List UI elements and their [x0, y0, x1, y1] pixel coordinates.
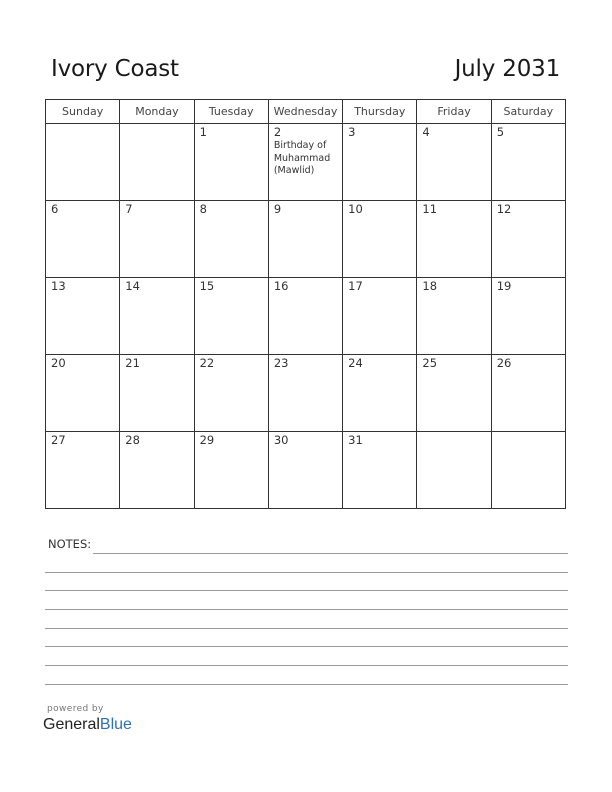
day-number: 7: [125, 202, 133, 216]
day-cell: [491, 201, 565, 278]
week-row: [46, 355, 566, 432]
notes-line: [45, 609, 568, 610]
day-number: 29: [199, 433, 215, 447]
week-row: [46, 201, 566, 278]
day-number: 18: [422, 279, 438, 293]
weekday-header: Sunday: [46, 100, 120, 124]
day-cell: [417, 432, 491, 509]
day-cell: [46, 355, 120, 432]
day-number: 3: [348, 125, 356, 139]
day-number: 27: [51, 433, 66, 447]
day-cell: [46, 201, 120, 278]
day-cell: [417, 278, 491, 355]
weekday-header: Friday: [417, 100, 491, 124]
day-cell: [120, 201, 194, 278]
day-cell: [120, 124, 194, 201]
day-number: 1: [199, 125, 207, 139]
day-number: 4: [422, 125, 430, 139]
day-number: 2: [273, 125, 282, 139]
day-cell: [194, 355, 268, 432]
weekday-header: Monday: [120, 100, 194, 124]
day-cell: [343, 355, 417, 432]
day-number: 5: [496, 125, 505, 139]
logo-text-general: General: [43, 716, 100, 733]
day-cell: [46, 432, 120, 509]
day-number: 23: [273, 356, 289, 370]
day-number: 19: [496, 279, 512, 293]
notes-line: [45, 684, 568, 685]
day-cell: [417, 355, 491, 432]
day-cell: [268, 278, 342, 355]
day-cell: [343, 278, 417, 355]
week-row: [46, 432, 566, 509]
day-number: 26: [496, 356, 512, 370]
day-cell: [46, 124, 120, 201]
notes-line: [45, 646, 568, 647]
logo-text-blue: Blue: [99, 716, 132, 733]
day-number: 16: [273, 279, 289, 293]
day-number: 12: [496, 202, 512, 216]
day-number: 22: [199, 356, 215, 370]
country-title: Ivory Coast: [51, 56, 179, 82]
day-cell: [268, 432, 342, 509]
month-year-title: July 2031: [454, 56, 560, 82]
weekday-header: Wednesday: [268, 100, 342, 124]
holiday-event: Birthday of Muhammad (Mawlid): [273, 140, 331, 176]
notes-line: [45, 572, 568, 573]
notes-line: [45, 590, 568, 591]
day-cell: [417, 124, 491, 201]
day-cell: [491, 432, 565, 509]
day-cell: [491, 124, 565, 201]
day-number: 10: [348, 202, 363, 216]
day-number: 15: [199, 279, 215, 293]
day-cell: [194, 201, 268, 278]
day-number: 28: [125, 433, 140, 447]
notes-label: NOTES:: [48, 537, 92, 551]
day-number: 31: [348, 433, 363, 447]
day-number: 17: [348, 279, 363, 293]
day-number: 13: [51, 279, 66, 293]
day-cell: [268, 124, 342, 201]
day-cell: [343, 432, 417, 509]
weekday-header: Tuesday: [194, 100, 268, 124]
day-number: 20: [51, 356, 66, 370]
day-number: 25: [422, 356, 438, 370]
day-cell: [491, 355, 565, 432]
day-cell: [491, 278, 565, 355]
day-cell: [120, 278, 194, 355]
weekday-header-row: [46, 100, 566, 124]
day-cell: [268, 201, 342, 278]
notes-line: [45, 665, 568, 666]
week-row: [46, 124, 566, 201]
day-number: 14: [125, 279, 140, 293]
day-number: 21: [125, 356, 140, 370]
day-number: 11: [422, 202, 438, 216]
day-cell: [194, 278, 268, 355]
weekday-header: Saturday: [491, 100, 565, 124]
day-number: 24: [348, 356, 363, 370]
day-cell: [46, 278, 120, 355]
day-number: 8: [199, 202, 207, 216]
day-cell: [268, 355, 342, 432]
powered-by-text: powered by: [47, 704, 104, 714]
week-row: [46, 278, 566, 355]
day-cell: [194, 432, 268, 509]
day-number: 30: [273, 433, 289, 447]
day-cell: [417, 201, 491, 278]
generalblue-logo[interactable]: [43, 716, 132, 734]
day-number: 9: [273, 202, 282, 216]
calendar-grid: [45, 99, 566, 509]
day-cell: [343, 201, 417, 278]
notes-line: [93, 553, 568, 554]
day-cell: [343, 124, 417, 201]
day-cell: [120, 355, 194, 432]
notes-line: [45, 628, 568, 629]
day-cell: [120, 432, 194, 509]
weekday-header: Thursday: [343, 100, 417, 124]
day-cell: [194, 124, 268, 201]
day-number: 6: [51, 202, 59, 216]
